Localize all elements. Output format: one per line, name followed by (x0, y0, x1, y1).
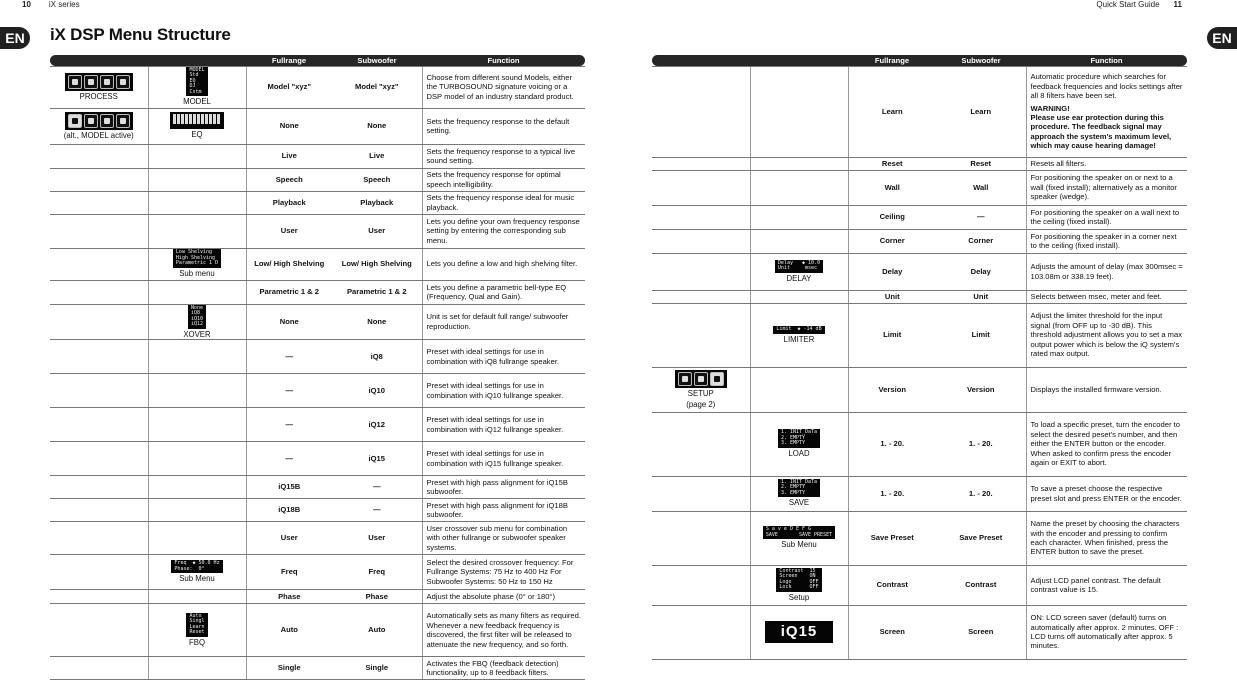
left-menu-table (50, 55, 585, 680)
warning-title: WARNING! (1030, 103, 1070, 113)
subwoofer-value: Model "xyz" (332, 66, 422, 108)
function-text: Activates the FBQ (feedback detection) functionality, up to 8 feedback filters. (422, 657, 585, 680)
lcd-caption: (alt., MODEL active) (63, 130, 134, 140)
table-row (50, 304, 585, 340)
function-text: Preset with high pass alignment for iQ15B subwoofer. (422, 476, 585, 499)
subwoofer-value: iQ12 (332, 408, 422, 442)
function-text: Adjusts the amount of delay (max 300msec = 103.08m or 338.19 feet). (1026, 253, 1187, 290)
lcd-caption: EQ (191, 129, 203, 139)
fullrange-value: Phase (246, 590, 332, 604)
function-text: For positioning the speaker on or next to a wall (fixed install); alternatively as a monitor speaker (wedge). (1026, 170, 1187, 205)
lcd-cell (148, 248, 246, 280)
subwoofer-value: Learn (936, 66, 1026, 157)
fullrange-value: Auto (246, 604, 332, 657)
fullrange-value: 1. - 20. (848, 476, 936, 511)
function-text: Sets the frequency response ideal for music playback. (422, 191, 585, 214)
function-text: User crossover sub menu for combination with other fullrange or subwoofer speaker systems. (422, 522, 585, 555)
fullrange-value: None (246, 108, 332, 144)
table-row (652, 157, 1187, 170)
warning-text: Please use ear protection during this procedure. The feedback signal may approach the system's maximum level, which may cause hearing damage! (1030, 113, 1172, 151)
function-text: Select the desired crossover frequency: For Fullrange Systems: 75 Hz to 400 Hz For Subwoofer Systems: 50 Hz to 150 Hz (422, 555, 585, 590)
guide-label: Quick Start Guide (1096, 0, 1160, 9)
fullrange-value: — (246, 408, 332, 442)
freq-lcd: Freq ◆ 50.0 Hz Phase: 0° (171, 560, 222, 573)
table-row (652, 565, 1187, 605)
table-row (50, 280, 585, 304)
lcd-cell (148, 66, 246, 108)
lcd-caption: Sub menu (179, 268, 215, 278)
function-text: Preset with ideal settings for use in combination with iQ12 fullrange speaker. (422, 408, 585, 442)
function-text: Preset with high pass alignment for iQ18B subwoofer. (422, 499, 585, 522)
lcd-caption: Setup (788, 592, 810, 602)
lcd-cell (750, 303, 848, 367)
lcd-caption: MODEL (183, 97, 211, 107)
shelving-lcd: Low Shelving High Shelving Parametric 1 D (173, 249, 221, 268)
eq-icon (84, 75, 98, 89)
lcd-cell (750, 565, 848, 605)
function-text: Automatically sets as many filters as required. Whenever a new feedback frequency is discovered, the first filter will be released to attenuate the new frequency, and so forth. (422, 604, 585, 657)
header-function: Function (422, 55, 585, 66)
header-subwoofer: Subwoofer (332, 55, 422, 66)
fullrange-value: Delay (848, 253, 936, 290)
table-row (50, 168, 585, 191)
model-icon (68, 114, 82, 128)
fullrange-value: Save Preset (848, 511, 936, 565)
subwoofer-value: — (332, 499, 422, 522)
function-text: Lets you define your own frequency response setting by entering the corresponding sub menu. (422, 214, 585, 248)
right-menu-table (652, 55, 1187, 660)
subwoofer-value: User (332, 522, 422, 555)
fullrange-value: iQ18B (246, 499, 332, 522)
header-fullrange: Fullrange (848, 55, 936, 66)
subwoofer-value: Phase (332, 590, 422, 604)
xover-icon (100, 114, 114, 128)
eq-lcd (170, 112, 224, 128)
lcd-caption: Sub Menu (781, 540, 817, 550)
table-row (50, 144, 585, 168)
lcd-cell (652, 367, 750, 412)
subwoofer-value: Freq (332, 555, 422, 590)
function-text: Sets the frequency response to the default setting. (422, 108, 585, 144)
eq-icon (84, 114, 98, 128)
table-row (652, 605, 1187, 659)
fullrange-value: Low/ High Shelving (246, 248, 332, 280)
table-row (652, 170, 1187, 205)
model-icon (68, 75, 82, 89)
fullrange-value: Model "xyz" (246, 66, 332, 108)
fullrange-value: Wall (848, 170, 936, 205)
table-row (50, 248, 585, 280)
function-text: Sets the frequency response to a typical live sound setting. (422, 144, 585, 168)
fullrange-value: Ceiling (848, 205, 936, 229)
subwoofer-value: Parametric 1 & 2 (332, 280, 422, 304)
function-text: For positioning the speaker on a wall next to the ceiling (fixed install). (1026, 205, 1187, 229)
subwoofer-value: Save Preset (936, 511, 1026, 565)
table-row (50, 442, 585, 476)
fullrange-value: Reset (848, 157, 936, 170)
lcd-cell (148, 108, 246, 144)
language-tab-right: EN (1207, 27, 1237, 49)
function-text: Name the preset by choosing the characters with the encoder and pressing to confirm each character. When finished, press the ENTER button to save the preset. (1026, 511, 1187, 565)
table-row (652, 66, 1187, 157)
xover-lcd: None iQ8 iQ10 iQ12 (188, 305, 206, 329)
subwoofer-value: — (332, 476, 422, 499)
table-row (50, 191, 585, 214)
subwoofer-value: Screen (936, 605, 1026, 659)
table-row (50, 340, 585, 374)
table-row (652, 303, 1187, 367)
table-row (652, 253, 1187, 290)
function-text: Selects between msec, meter and feet. (1026, 290, 1187, 303)
function-text: Preset with ideal settings for use in combination with iQ15 fullrange speaker. (422, 442, 585, 476)
right-page-number: 11 (1173, 0, 1182, 9)
fullrange-value: Speech (246, 168, 332, 191)
fullrange-value: Version (848, 367, 936, 412)
table-row (652, 290, 1187, 303)
lcd-caption: SETUP (687, 388, 714, 398)
left-page-header (22, 0, 80, 9)
contrast-lcd: Contrast 15 Screen ON Logo OFF Lock OFF (776, 568, 821, 592)
delay-lcd: Delay ◆ 10.0 Unit msec (775, 260, 823, 273)
fullrange-value: Learn (848, 66, 936, 157)
function-text: ON: LCD screen saver (default) turns on automatically after approx. 2 minutes. OFF : LCD turns off automatically after approx. 5 minutes. (1026, 605, 1187, 659)
table-row (652, 367, 1187, 412)
subwoofer-value: Speech (332, 168, 422, 191)
fullrange-value: Single (246, 657, 332, 680)
setup-lcd (675, 370, 727, 388)
function-text: Preset with ideal settings for use in combination with iQ8 fullrange speaker. (422, 340, 585, 374)
page-title: iX DSP Menu Structure (50, 25, 231, 44)
fbq-icon (116, 114, 130, 128)
fbq-icon (116, 75, 130, 89)
lcd-cell (148, 604, 246, 657)
fullrange-value: Corner (848, 229, 936, 253)
function-text: Resets all filters. (1026, 157, 1187, 170)
left-page-number: 10 (22, 0, 31, 9)
table-row (50, 66, 585, 108)
function-text: To save a preset choose the respective preset slot and press ENTER or the encoder. (1026, 476, 1187, 511)
right-page-header (1096, 0, 1182, 9)
subwoofer-value: — (936, 205, 1026, 229)
subwoofer-value: User (332, 214, 422, 248)
fullrange-value: — (246, 442, 332, 476)
subwoofer-value: Playback (332, 191, 422, 214)
function-text: Choose from different sound Models, either the TURBOSOUND signature voicing or a DSP model of an industry standard product. (422, 66, 585, 108)
table-row (50, 604, 585, 657)
subwoofer-value: 1. - 20. (936, 476, 1026, 511)
table-row (50, 522, 585, 555)
subwoofer-value: 1. - 20. (936, 412, 1026, 476)
table-row (50, 108, 585, 144)
fullrange-value: Screen (848, 605, 936, 659)
subwoofer-value: Single (332, 657, 422, 680)
table-row (652, 511, 1187, 565)
subwoofer-value: Version (936, 367, 1026, 412)
fullrange-value: User (246, 522, 332, 555)
load-lcd: 1. INIT_DaTa 2. EMPTY 3. EMPTY (778, 429, 820, 448)
table-row (50, 476, 585, 499)
function-text: Adjust the limiter threshold for the input signal (from OFF up to -30 dB). This threshold adjustment allows you to set a max output power which is below the iQ system's rated max output. (1026, 303, 1187, 367)
process-lcd (65, 73, 133, 91)
fullrange-value: None (246, 304, 332, 340)
subwoofer-value: Auto (332, 604, 422, 657)
header-fullrange: Fullrange (246, 55, 332, 66)
limiter-lcd: Limit ◆ -14 dB (773, 326, 824, 334)
fullrange-value: Parametric 1 & 2 (246, 280, 332, 304)
fullrange-value: Unit (848, 290, 936, 303)
iq15-logo: iQ15 (765, 621, 834, 644)
function-text: Unit is set for default full range/ subwoofer reproduction. (422, 304, 585, 340)
function-text: Adjust LCD panel contrast. The default contrast value is 15. (1026, 565, 1187, 605)
function-text: Adjust the absolute phase (0° or 180°) (422, 590, 585, 604)
load-icon (678, 372, 692, 386)
table-row (652, 476, 1187, 511)
table-row (50, 214, 585, 248)
lcd-cell (750, 476, 848, 511)
table-header (652, 55, 1187, 66)
fullrange-value: iQ15B (246, 476, 332, 499)
fullrange-value: — (246, 340, 332, 374)
fullrange-value: Contrast (848, 565, 936, 605)
lcd-caption: Sub Menu (179, 574, 215, 584)
subwoofer-value: iQ8 (332, 340, 422, 374)
table-row (50, 590, 585, 604)
lcd-cell (750, 253, 848, 290)
subwoofer-value: iQ15 (332, 442, 422, 476)
function-text: Preset with ideal settings for use in combination with iQ10 fullrange speaker. (422, 374, 585, 408)
lcd-cell (148, 555, 246, 590)
lcd-caption: DELAY (786, 273, 812, 283)
header-subwoofer: Subwoofer (936, 55, 1026, 66)
function-text: For positioning the speaker in a corner next to the ceiling (fixed install). (1026, 229, 1187, 253)
lcd-caption: LIMITER (783, 335, 815, 345)
lcd-cell (50, 108, 148, 144)
setup-icon (710, 372, 724, 386)
lcd-caption: FBQ (188, 637, 206, 647)
lcd-cell (750, 511, 848, 565)
subwoofer-value: None (332, 304, 422, 340)
fullrange-value: Live (246, 144, 332, 168)
table-row (50, 657, 585, 680)
function-text: To load a specific preset, turn the encoder to select the desired peset's number, and then either the ENTER button or the encoder. When asked to confirm press the encoder again or EXIT to abort. (1026, 412, 1187, 476)
function-text: Lets you define a parametric bell-type EQ (Frequency, Qual and Gain). (422, 280, 585, 304)
lcd-cell (50, 66, 148, 108)
table-row (652, 412, 1187, 476)
fbq-lcd: Auto Singl Learn Reset (186, 613, 207, 637)
language-tab-left: EN (0, 27, 30, 49)
lcd-caption: SAVE (788, 498, 810, 508)
fullrange-value: 1. - 20. (848, 412, 936, 476)
save-lcd: 1. INIT_DaTa 2. EMPTY 3. EMPTY (778, 479, 820, 498)
table-row (652, 229, 1187, 253)
subwoofer-value: Reset (936, 157, 1026, 170)
save-preset-lcd: S a v e D E F G SAVE SAVE PRESET (763, 526, 835, 539)
fullrange-value: User (246, 214, 332, 248)
lcd-cell (750, 412, 848, 476)
subwoofer-value: Live (332, 144, 422, 168)
model-lcd: MODEL Std EQ DJ Cstm (186, 67, 207, 97)
function-text (1026, 66, 1187, 157)
subwoofer-value: Unit (936, 290, 1026, 303)
subwoofer-value: Corner (936, 229, 1026, 253)
table-row (50, 408, 585, 442)
table-header (50, 55, 585, 66)
header-function: Function (1026, 55, 1187, 66)
fullrange-value: Limit (848, 303, 936, 367)
subwoofer-value: None (332, 108, 422, 144)
function-text: Sets the frequency response for optimal speech intelligibility. (422, 168, 585, 191)
lcd-caption-sub: (page 2) (686, 399, 716, 409)
xover-icon (100, 75, 114, 89)
subwoofer-value: Wall (936, 170, 1026, 205)
learn-description: Automatic procedure which searches for feedback frequencies and locks settings after all 8 filters have been set. (1030, 72, 1183, 101)
lcd-caption: PROCESS (79, 91, 118, 101)
function-text: Displays the installed firmware version. (1026, 367, 1187, 412)
function-text: Lets you define a low and high shelving filter. (422, 248, 585, 280)
table-row (652, 205, 1187, 229)
table-row (50, 499, 585, 522)
subwoofer-value: Delay (936, 253, 1026, 290)
series-label: iX series (48, 0, 80, 9)
table-row (50, 555, 585, 590)
subwoofer-value: Low/ High Shelving (332, 248, 422, 280)
lcd-cell (148, 304, 246, 340)
save-icon (694, 372, 708, 386)
process-alt-lcd (65, 112, 133, 130)
fullrange-value: Freq (246, 555, 332, 590)
fullrange-value: Playback (246, 191, 332, 214)
lcd-caption: LOAD (788, 448, 810, 458)
fullrange-value: — (246, 374, 332, 408)
subwoofer-value: Contrast (936, 565, 1026, 605)
lcd-cell (750, 605, 848, 659)
table-row (50, 374, 585, 408)
subwoofer-value: Limit (936, 303, 1026, 367)
subwoofer-value: iQ10 (332, 374, 422, 408)
lcd-caption: XOVER (183, 329, 211, 339)
